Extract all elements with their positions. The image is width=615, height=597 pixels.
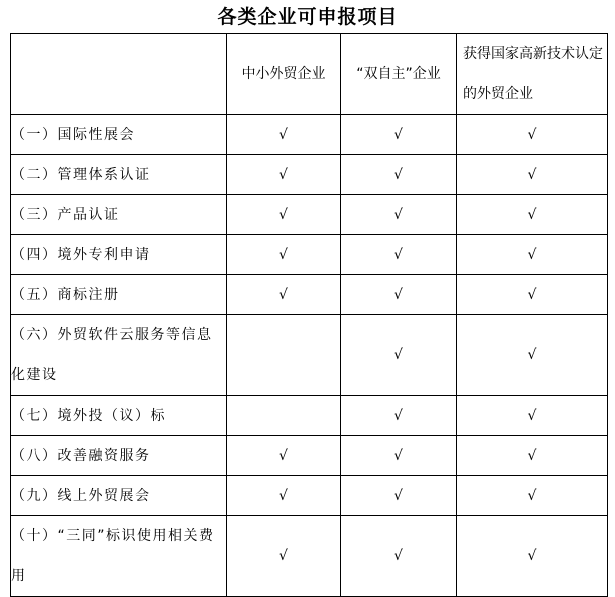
empty-cell xyxy=(227,315,341,396)
check-mark-cell: √ xyxy=(227,436,341,476)
row-label: （十）“三同”标识使用相关费用 xyxy=(11,516,227,597)
header-cell-sme: 中小外贸企业 xyxy=(227,34,341,115)
table-row xyxy=(11,396,608,436)
table-row xyxy=(11,115,608,155)
check-mark-cell: √ xyxy=(457,436,608,476)
check-mark-cell: √ xyxy=(341,155,457,195)
table-row xyxy=(11,155,608,195)
row-label: （三）产品认证 xyxy=(11,195,227,235)
row-label: （六）外贸软件云服务等信息化建设 xyxy=(11,315,227,396)
check-mark-cell: √ xyxy=(457,315,608,396)
row-label: （四）境外专利申请 xyxy=(11,235,227,275)
row-label: （九）线上外贸展会 xyxy=(11,476,227,516)
table-row xyxy=(11,315,608,396)
table-row xyxy=(11,476,608,516)
header-cell-high-tech: 获得国家高新技术认定的外贸企业 xyxy=(457,34,608,115)
eligibility-table xyxy=(10,33,608,597)
table-row xyxy=(11,275,608,315)
table-row xyxy=(11,195,608,235)
check-mark-cell: √ xyxy=(341,115,457,155)
check-mark-cell: √ xyxy=(457,115,608,155)
check-mark-cell: √ xyxy=(341,195,457,235)
row-label: （八）改善融资服务 xyxy=(11,436,227,476)
check-mark-cell: √ xyxy=(457,155,608,195)
check-mark-cell: √ xyxy=(457,235,608,275)
check-mark-cell: √ xyxy=(457,195,608,235)
table-body xyxy=(11,115,608,597)
check-mark-cell: √ xyxy=(227,516,341,597)
check-mark-cell: √ xyxy=(227,195,341,235)
check-mark-cell: √ xyxy=(457,396,608,436)
check-mark-cell: √ xyxy=(227,275,341,315)
check-mark-cell: √ xyxy=(341,436,457,476)
table-row xyxy=(11,436,608,476)
check-mark-cell: √ xyxy=(341,275,457,315)
check-mark-cell: √ xyxy=(457,275,608,315)
check-mark-cell: √ xyxy=(227,115,341,155)
page-title: 各类企业可申报项目 xyxy=(217,6,398,28)
table-header-row xyxy=(11,34,608,115)
header-cell-dual-independent: “双自主”企业 xyxy=(341,34,457,115)
row-label: （二）管理体系认证 xyxy=(11,155,227,195)
row-label: （一）国际性展会 xyxy=(11,115,227,155)
header-cell-corner xyxy=(11,34,227,115)
check-mark-cell: √ xyxy=(227,476,341,516)
table-row xyxy=(11,235,608,275)
table-row xyxy=(11,516,608,597)
check-mark-cell: √ xyxy=(341,315,457,396)
row-label: （七）境外投（议）标 xyxy=(11,396,227,436)
check-mark-cell: √ xyxy=(457,516,608,597)
check-mark-cell: √ xyxy=(457,476,608,516)
check-mark-cell: √ xyxy=(341,235,457,275)
check-mark-cell: √ xyxy=(341,516,457,597)
row-label: （五）商标注册 xyxy=(11,275,227,315)
check-mark-cell: √ xyxy=(227,235,341,275)
empty-cell xyxy=(227,396,341,436)
check-mark-cell: √ xyxy=(341,396,457,436)
check-mark-cell: √ xyxy=(341,476,457,516)
check-mark-cell: √ xyxy=(227,155,341,195)
